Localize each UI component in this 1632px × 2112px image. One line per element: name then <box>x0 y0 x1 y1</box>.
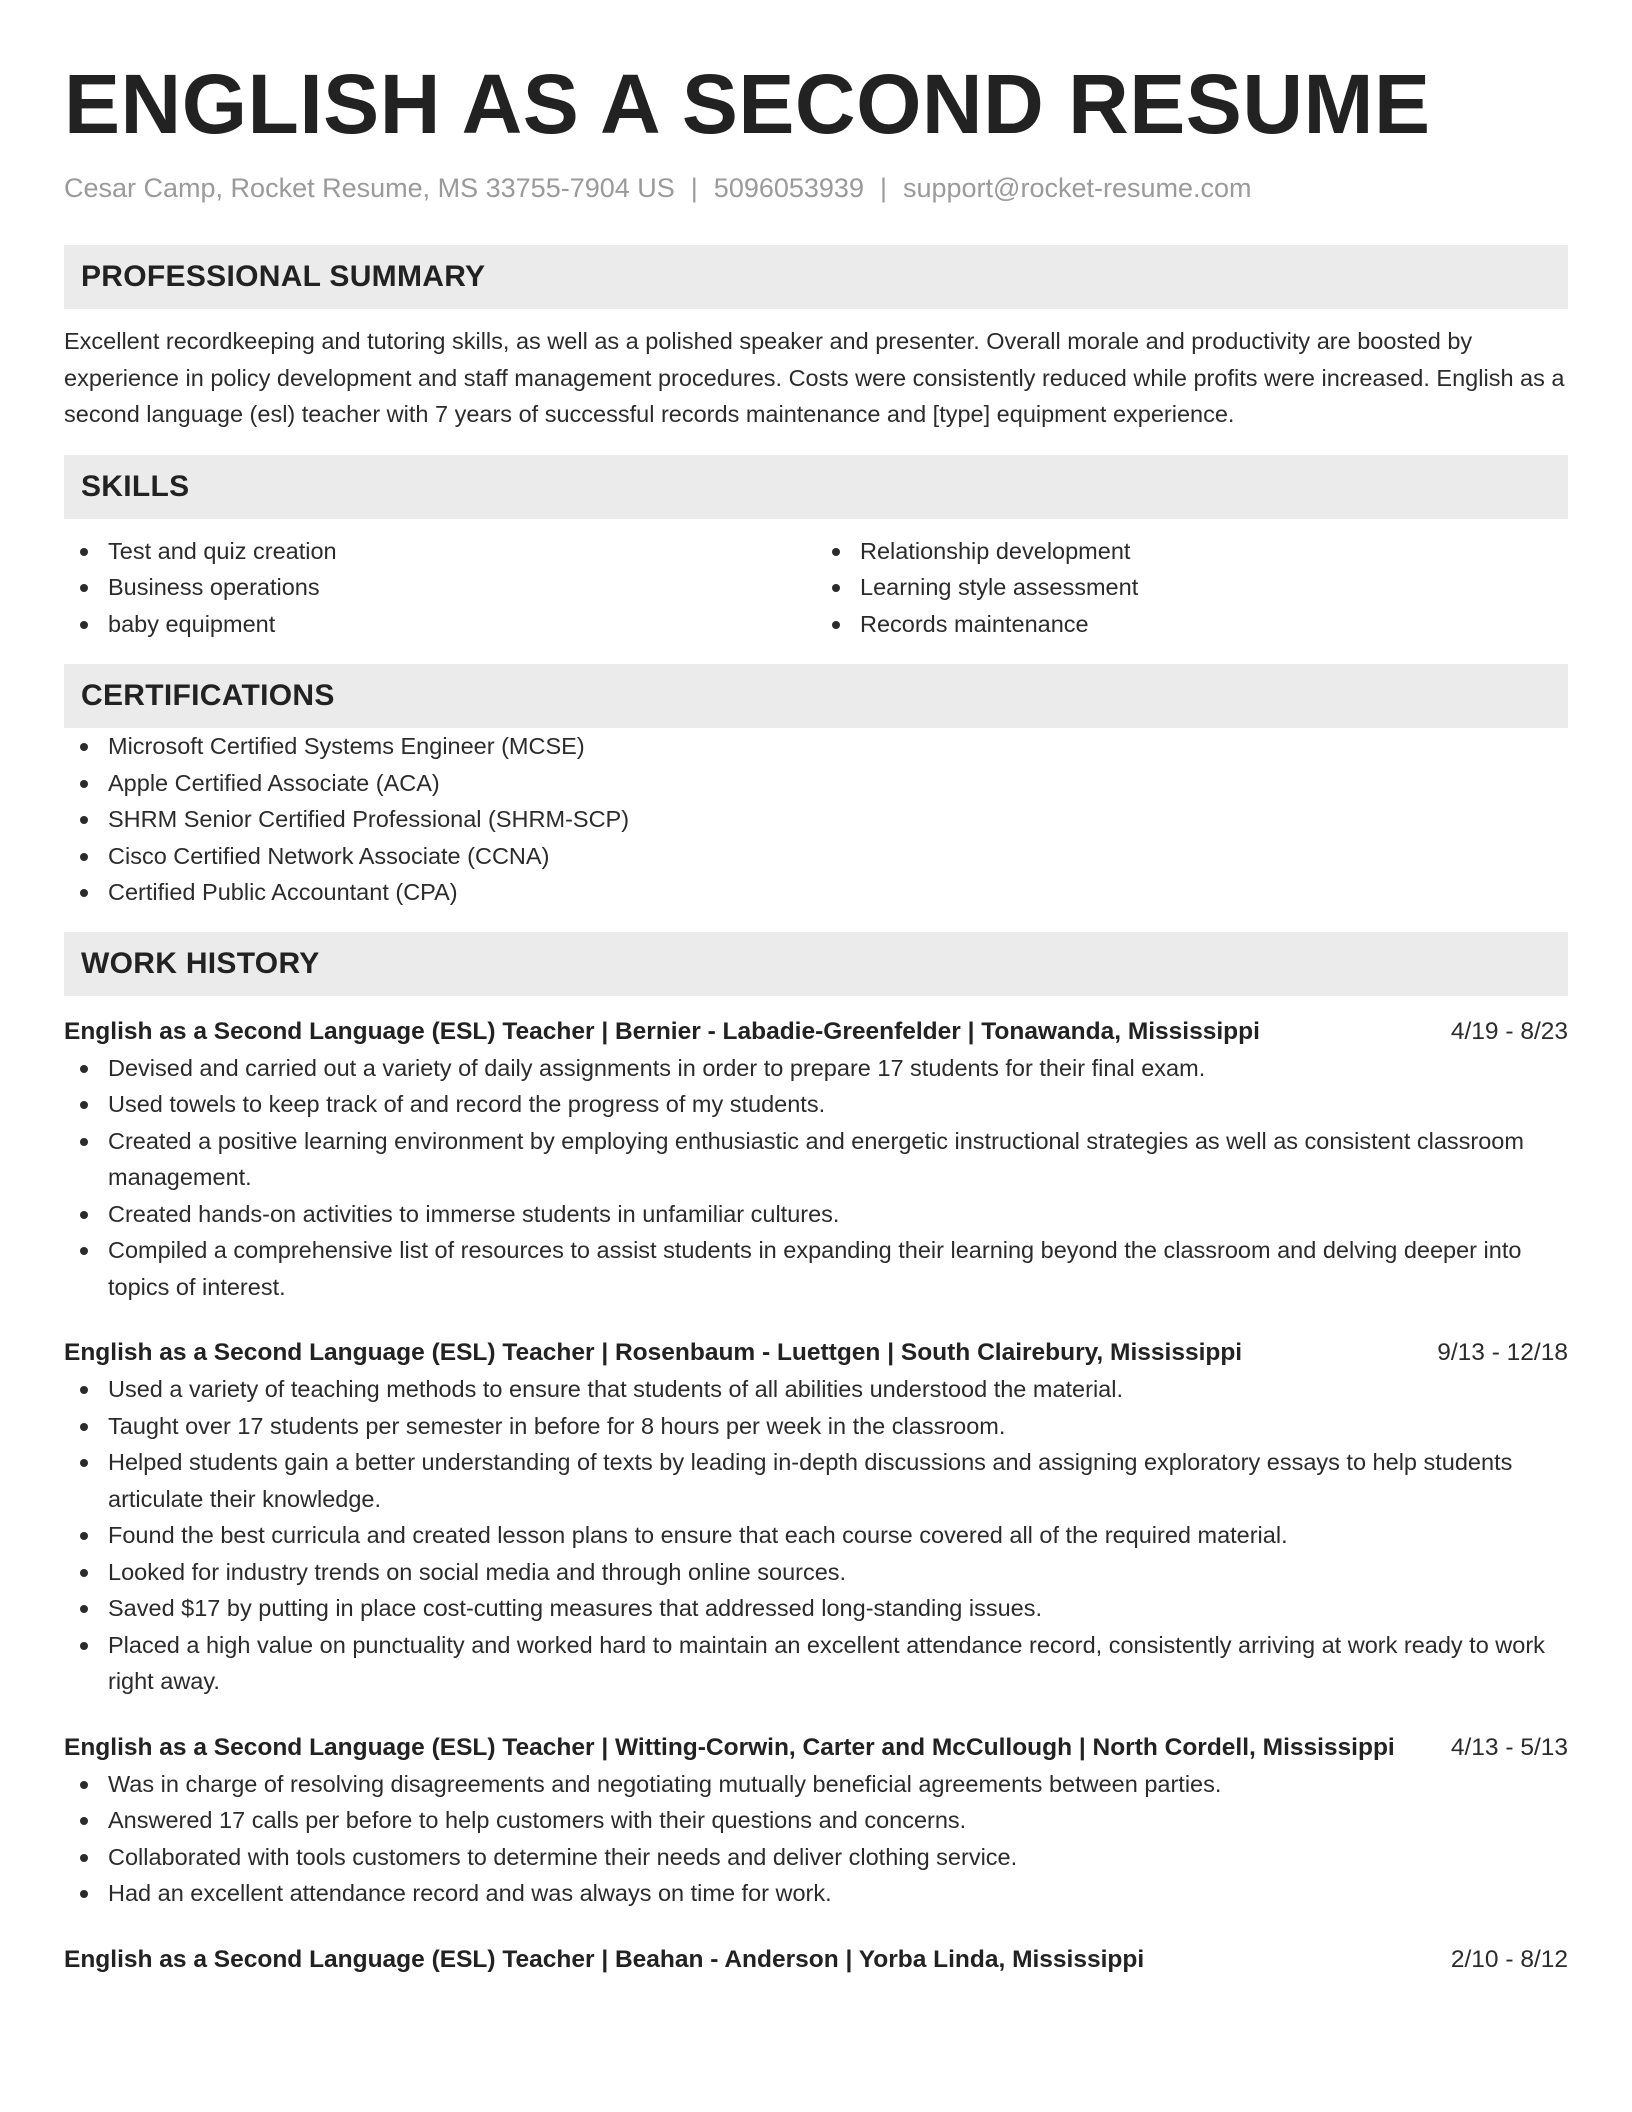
job-header <box>64 1335 1568 1371</box>
skills-column-right <box>816 533 1568 643</box>
skill-item: Relationship development <box>816 533 1568 570</box>
contact-email: support@rocket-resume.com <box>902 173 1252 203</box>
job-entry <box>64 1014 1568 1306</box>
contact-address: Cesar Camp, Rocket Resume, MS 33755-7904 US <box>64 173 675 203</box>
contact-separator: | <box>690 173 698 203</box>
job-bullet: Answered 17 calls per before to help customers with their questions and concerns. <box>64 1802 1568 1839</box>
job-bullets <box>64 1050 1568 1306</box>
job-title: English as a Second Language (ESL) Teacher | Beahan - Anderson | Yorba Linda, Mississippi <box>64 1945 1145 1973</box>
job-dates: 4/19 - 8/23 <box>1450 1017 1568 1045</box>
skills-section <box>64 455 1568 643</box>
skill-item: Test and quiz creation <box>64 533 816 570</box>
skills-grid <box>64 533 1568 643</box>
certifications-section <box>64 664 1568 911</box>
job-header <box>64 1942 1568 1978</box>
job-header <box>64 1730 1568 1766</box>
job-bullet: Compiled a comprehensive list of resources to assist students in expanding their learning beyond the classroom and delving deeper into topics of interest. <box>64 1232 1568 1305</box>
job-title: English as a Second Language (ESL) Teacher | Rosenbaum - Luettgen | South Clairebury, Mississippi <box>64 1339 1243 1366</box>
job-dates: 4/13 - 5/13 <box>1450 1733 1568 1761</box>
job-bullet: Placed a high value on punctuality and worked hard to maintain an excellent attendance record, consistently arriving at work ready to work right away. <box>64 1627 1568 1700</box>
job-bullet: Helped students gain a better understanding of texts by leading in-depth discussions and assigning exploratory essays to help students articulate their knowledge. <box>64 1444 1568 1517</box>
skills-column-left <box>64 533 816 643</box>
certifications-list <box>64 728 1568 911</box>
job-bullets <box>64 1766 1568 1912</box>
job-header <box>64 1014 1568 1050</box>
skill-item: Learning style assessment <box>816 569 1568 606</box>
job-bullet: Found the best curricula and created lesson plans to ensure that each course covered all of the required material. <box>64 1517 1568 1554</box>
job-bullet: Saved $17 by putting in place cost-cutting measures that addressed long-standing issues. <box>64 1590 1568 1627</box>
skill-item: Records maintenance <box>816 606 1568 643</box>
job-title: English as a Second Language (ESL) Teacher | Witting-Corwin, Carter and McCullough | North Cordell, Mississippi <box>64 1733 1395 1761</box>
job-bullet: Taught over 17 students per semester in before for 8 hours per week in the classroom. <box>64 1408 1568 1445</box>
certification-item: Cisco Certified Network Associate (CCNA) <box>64 838 1568 875</box>
certification-item: Apple Certified Associate (ACA) <box>64 765 1568 802</box>
job-bullet: Devised and carried out a variety of daily assignments in order to prepare 17 students for their final exam. <box>64 1050 1568 1087</box>
job-bullet: Created a positive learning environment by employing enthusiastic and energetic instructional strategies as well as consistent classroom management. <box>64 1123 1568 1196</box>
job-entry <box>64 1942 1568 1978</box>
job-bullet: Was in charge of resolving disagreements and negotiating mutually beneficial agreements between parties. <box>64 1766 1568 1803</box>
job-bullet: Used a variety of teaching methods to ensure that students of all abilities understood the material. <box>64 1371 1568 1408</box>
resume-title: ENGLISH AS A SECOND RESUME <box>64 57 1431 151</box>
summary-heading: PROFESSIONAL SUMMARY <box>64 245 1568 309</box>
contact-line <box>64 170 1568 206</box>
job-bullet: Had an excellent attendance record and was always on time for work. <box>64 1875 1568 1912</box>
work-history-section <box>64 932 1568 1978</box>
job-bullet: Looked for industry trends on social media and through online sources. <box>64 1554 1568 1591</box>
job-entry <box>64 1335 1568 1700</box>
job-dates: 2/10 - 8/12 <box>1450 1945 1568 1973</box>
skill-item: Business operations <box>64 569 816 606</box>
job-title: English as a Second Language (ESL) Teacher | Bernier - Labadie-Greenfelder | Tonawanda, Mississippi <box>64 1017 1260 1045</box>
work-history-heading: WORK HISTORY <box>64 932 1568 996</box>
job-dates: 9/13 - 12/18 <box>1437 1339 1568 1366</box>
certification-item: SHRM Senior Certified Professional (SHRM-SCP) <box>64 801 1568 838</box>
summary-text: Excellent recordkeeping and tutoring skills, as well as a polished speaker and presenter. Overall morale and productivity are boosted by experience in policy development and staff management procedures. Costs were consistently reduced while profits were increased. English as a second language (esl) teacher with 7 years of successful records maintenance and [type] equipment experience. <box>64 328 1565 427</box>
certification-item: Microsoft Certified Systems Engineer (MCSE) <box>64 728 1568 765</box>
job-bullet: Used towels to keep track of and record the progress of my students. <box>64 1086 1568 1123</box>
job-bullet: Created hands-on activities to immerse students in unfamiliar cultures. <box>64 1196 1568 1233</box>
contact-separator: | <box>879 173 887 203</box>
contact-phone: 5096053939 <box>713 173 864 203</box>
certification-item: Certified Public Accountant (CPA) <box>64 874 1568 911</box>
job-bullets <box>64 1371 1568 1700</box>
skill-item: baby equipment <box>64 606 816 643</box>
job-entry <box>64 1730 1568 1912</box>
certifications-heading: CERTIFICATIONS <box>64 664 1568 728</box>
summary-section <box>64 245 1568 433</box>
job-bullet: Collaborated with tools customers to determine their needs and deliver clothing service. <box>64 1839 1568 1876</box>
skills-heading: SKILLS <box>64 455 1568 519</box>
